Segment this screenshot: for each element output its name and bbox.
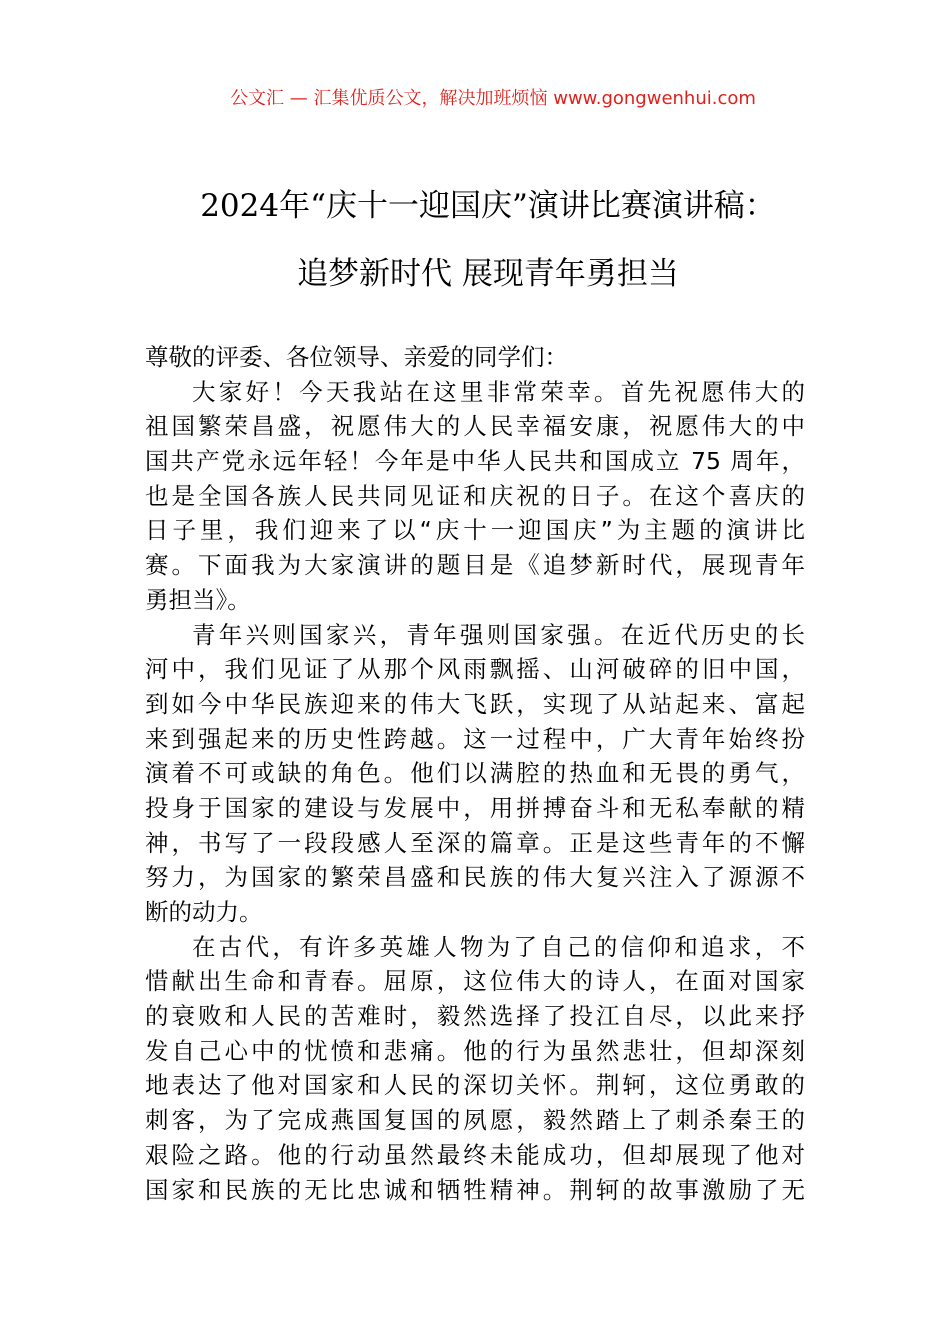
paragraph-line: 地表达了他对国家和人民的深切关怀。荆轲，这位勇敢的	[145, 1071, 805, 1100]
paragraph-line: 大家好！今天我站在这里非常荣幸。首先祝愿伟大的	[192, 377, 805, 406]
document-title-line-1: 2024年“庆十一迎国庆”演讲比赛演讲稿：	[200, 188, 776, 224]
paragraph	[145, 618, 805, 930]
paragraph-line: 河中，我们见证了从那个风雨飘摇、山河破碎的旧中国，	[145, 655, 805, 684]
paragraph-line: 的衰败和人民的苦难时，毅然选择了投江自尽，以此来抒	[145, 1002, 805, 1031]
paragraph-line: 演着不可或缺的角色。他们以满腔的热血和无畏的勇气，	[145, 759, 805, 788]
paragraph-line: 刺客，为了完成燕国复国的夙愿，毅然踏上了刺杀秦王的	[145, 1106, 805, 1135]
paragraph-line: 赛。下面我为大家演讲的题目是《追梦新时代，展现青年	[145, 551, 805, 580]
paragraph-line: 国家和民族的无比忠诚和牺牲精神。荆轲的故事激励了无	[145, 1175, 805, 1204]
watermark-header: 公文汇 — 汇集优质公文，解决加班烦恼 www.gongwenhui.com	[230, 88, 756, 109]
paragraph-line: 惜献出生命和青春。屈原，这位伟大的诗人，在面对国家	[145, 967, 805, 996]
paragraph-line: 青年兴则国家兴，青年强则国家强。在近代历史的长	[192, 620, 805, 649]
document-body	[145, 340, 805, 1207]
paragraph-line: 艰险之路。他的行动虽然最终未能成功，但却展现了他对	[145, 1140, 805, 1169]
paragraph-line: 投身于国家的建设与发展中，用拼搏奋斗和无私奉献的精	[145, 793, 805, 822]
paragraph-line: 断的动力。	[145, 898, 263, 926]
salutation: 尊敬的评委、各位领导、亲爱的同学们：	[145, 343, 568, 371]
paragraph-line: 祖国繁荣昌盛，祝愿伟大的人民幸福安康，祝愿伟大的中	[145, 412, 805, 441]
paragraph	[145, 930, 805, 1208]
paragraph-line: 国共产党永远年轻！今年是中华人民共和国成立 75 周年，	[145, 447, 805, 476]
paragraph-line: 也是全国各族人民共同见证和庆祝的日子。在这个喜庆的	[145, 481, 805, 510]
paragraph	[145, 375, 805, 618]
paragraph-line: 神，书写了一段段感人至深的篇章。正是这些青年的不懈	[145, 828, 805, 857]
paragraph-line: 发自己心中的忧愤和悲痛。他的行为虽然悲壮，但却深刻	[145, 1036, 805, 1065]
paragraph-line: 勇担当》。	[145, 585, 251, 614]
paragraph-line: 努力，为国家的繁荣昌盛和民族的伟大复兴注入了源源不	[145, 863, 805, 892]
paragraph-line: 日子里，我们迎来了以“庆十一迎国庆”为主题的演讲比	[145, 516, 805, 545]
document-title-line-2: 追梦新时代 展现青年勇担当	[297, 256, 679, 292]
paragraph-line: 在古代，有许多英雄人物为了自己的信仰和追求，不	[192, 932, 805, 961]
paragraph-line: 来到强起来的历史性跨越。这一过程中，广大青年始终扮	[145, 724, 805, 753]
paragraph-line: 到如今中华民族迎来的伟大飞跃，实现了从站起来、富起	[145, 689, 805, 718]
